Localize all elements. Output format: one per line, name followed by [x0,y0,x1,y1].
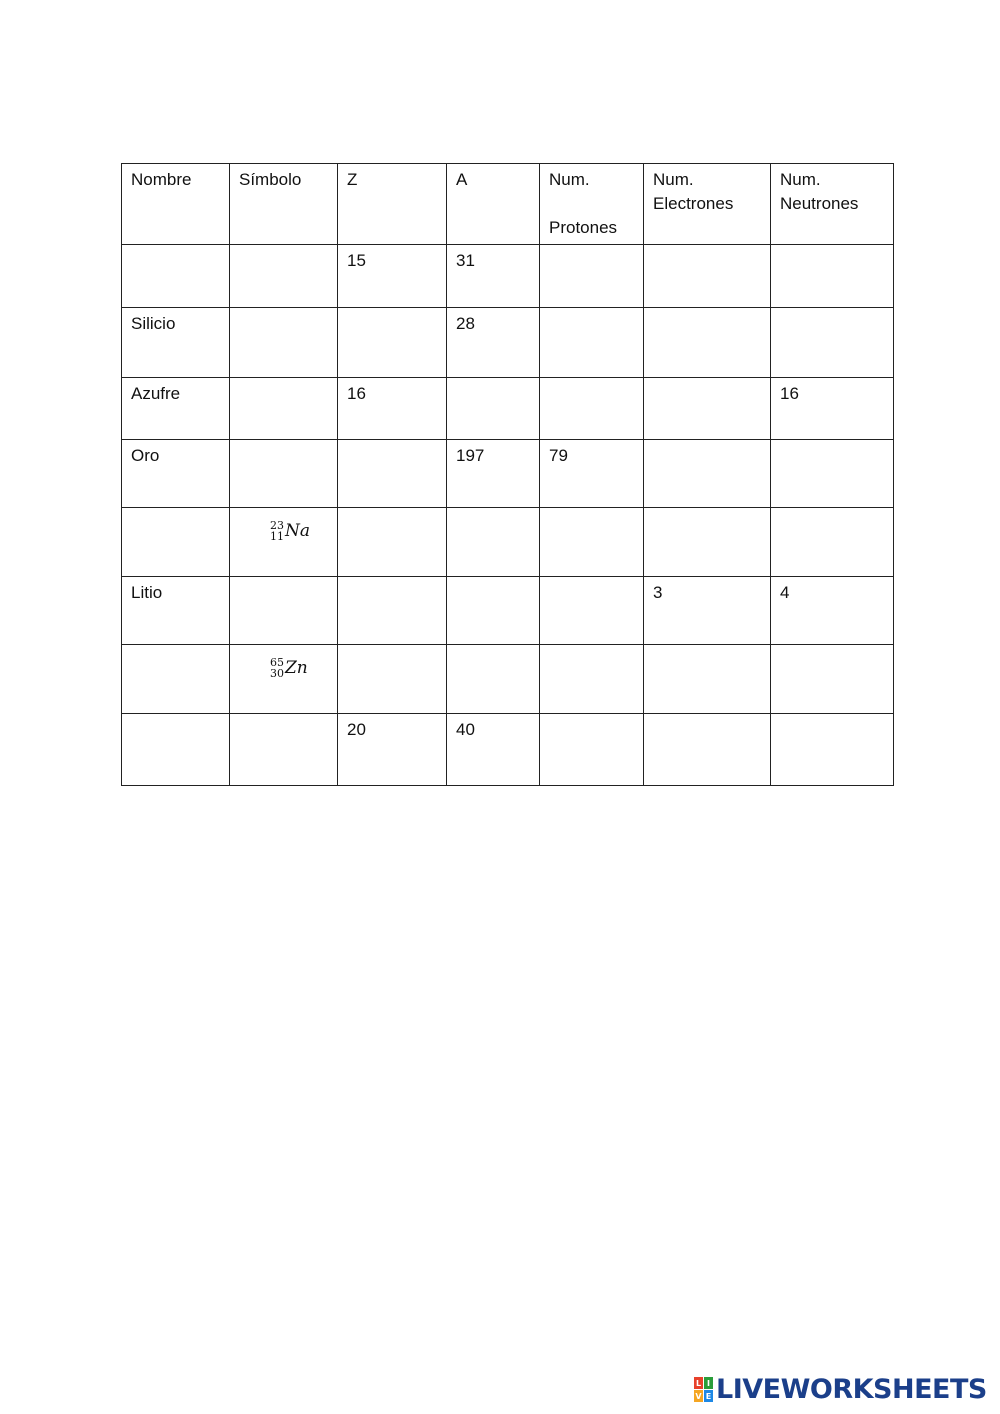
cell-nombre[interactable] [122,645,230,714]
cell-simbolo[interactable] [230,245,338,308]
cell-neutrones[interactable] [771,440,894,508]
cell-a[interactable] [447,577,540,645]
cell-protones[interactable] [540,378,644,440]
isotope-symbol-na [239,519,310,543]
cell-simbolo[interactable] [230,440,338,508]
header-protones [540,164,644,245]
cell-z[interactable] [338,645,447,714]
logo-letter-e: E [705,1391,712,1401]
cell-neutrones[interactable] [771,308,894,378]
header-a: A [447,164,540,245]
cell-a: 28 [447,308,540,378]
table-row [122,577,894,645]
cell-simbolo[interactable] [230,714,338,786]
cell-nombre[interactable] [122,245,230,308]
table-row [122,308,894,378]
table-row [122,378,894,440]
cell-protones[interactable] [540,714,644,786]
cell-nombre: Silicio [122,308,230,378]
cell-electrones[interactable] [644,308,771,378]
cell-neutrones[interactable] [771,245,894,308]
cell-electrones[interactable] [644,245,771,308]
table-row [122,245,894,308]
cell-z: 16 [338,378,447,440]
header-simbolo: Símbolo [230,164,338,245]
cell-a[interactable] [447,508,540,577]
liveworksheets-logo [694,1374,987,1405]
element-symbol: Zn [285,658,308,678]
cell-a[interactable] [447,645,540,714]
cell-neutrones[interactable] [771,645,894,714]
cell-neutrones[interactable] [771,714,894,786]
cell-simbolo [230,645,338,714]
header-neutrones: Num. Neutrones [771,164,894,245]
isotope-symbol-zn [239,656,308,680]
cell-z[interactable] [338,577,447,645]
cell-simbolo [230,508,338,577]
cell-protones[interactable] [540,308,644,378]
cell-a[interactable] [447,378,540,440]
element-symbol: Na [285,521,311,541]
isotope-numbers [270,520,284,542]
cell-nombre[interactable] [122,714,230,786]
header-row [122,164,894,245]
header-nombre: Nombre [122,164,230,245]
cell-neutrones: 16 [771,378,894,440]
cell-electrones[interactable] [644,645,771,714]
logo-letter-l: L [695,1378,702,1388]
cell-electrones[interactable] [644,714,771,786]
cell-electrones[interactable] [644,508,771,577]
table-row [122,440,894,508]
cell-neutrones[interactable] [771,508,894,577]
logo-text: LIVEWORKSHEETS [716,1374,987,1405]
header-protones-label: Protones [549,218,618,237]
cell-simbolo[interactable] [230,378,338,440]
header-z: Z [338,164,447,245]
cell-protones[interactable] [540,645,644,714]
cell-electrones: 3 [644,577,771,645]
cell-a: 197 [447,440,540,508]
cell-z[interactable] [338,308,447,378]
mass-number: 65 [270,656,284,669]
table-row [122,645,894,714]
atomic-number: 11 [270,530,284,543]
cell-nombre[interactable] [122,508,230,577]
cell-z: 15 [338,245,447,308]
table-row [122,508,894,577]
header-electrones: Num. Electrones [644,164,771,245]
atoms-table [121,163,894,786]
cell-simbolo[interactable] [230,308,338,378]
cell-electrones[interactable] [644,378,771,440]
cell-nombre: Azufre [122,378,230,440]
cell-z[interactable] [338,508,447,577]
mass-number: 23 [270,519,284,532]
cell-protones[interactable] [540,508,644,577]
cell-protones: 79 [540,440,644,508]
cell-z[interactable] [338,440,447,508]
logo-letter-i: I [704,1377,713,1389]
cell-nombre: Oro [122,440,230,508]
header-protones-num: Num. [549,170,590,189]
cell-z: 20 [338,714,447,786]
cell-a: 40 [447,714,540,786]
isotope-numbers [270,657,284,679]
atomic-number: 30 [270,667,284,680]
table-row [122,714,894,786]
cell-protones[interactable] [540,245,644,308]
cell-electrones[interactable] [644,440,771,508]
cell-a: 31 [447,245,540,308]
cell-nombre: Litio [122,577,230,645]
logo-letter-v: V [695,1391,702,1401]
liveworksheets-logo-icon [694,1377,713,1402]
cell-simbolo[interactable] [230,577,338,645]
cell-neutrones: 4 [771,577,894,645]
cell-protones[interactable] [540,577,644,645]
